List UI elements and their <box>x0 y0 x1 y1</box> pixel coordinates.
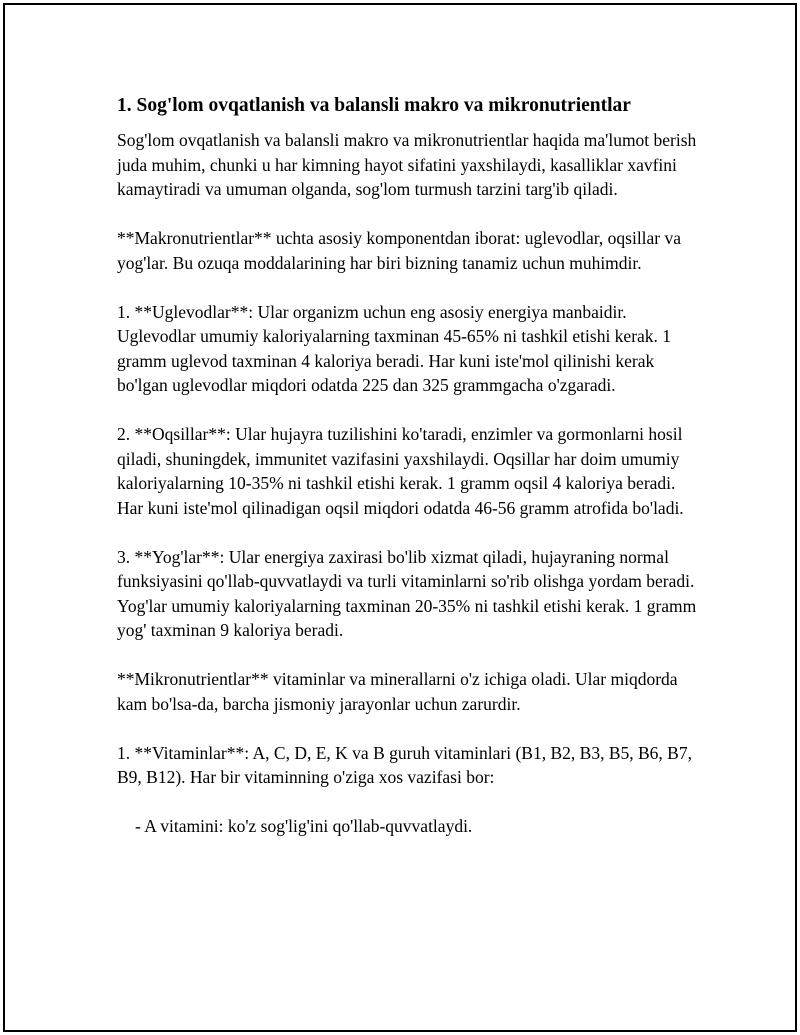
vitamin-a-list-item: - A vitamini: ko'z sog'lig'ini qo'llab-quvvatlaydi. <box>135 816 473 836</box>
fats-paragraph: 3. **Yog'lar**: Ular energiya zaxirasi bo'lib xizmat qiladi, hujayraning normal funksiyasini qo'llab-quvvatlaydi va turli vitaminlarni so'rib olishga yordam beradi. Yog'lar umumiy kaloriyalarning taxminan 20-35% ni tashkil etishi kerak. 1 gramm yog' taxminan 9 kaloriya beradi. <box>117 546 697 640</box>
document-body <box>117 94 697 863</box>
document-title: 1. Sog'lom ovqatlanish va balansli makro va mikronutrientlar <box>117 95 631 116</box>
proteins-paragraph: 2. **Oqsillar**: Ular hujayra tuzilishini ko'taradi, enzimler va gormonlarni hosil qiladi, shuningdek, immunitet vazifasini yaxshilaydi. Oqsillar har doim umumiy kaloriyalarning 10-35% ni tashkil etishi kerak. 1 gramm oqsil 4 kaloriya beradi. Har kuni iste'mol qilinadigan oqsil miqdori odatda 46-56 gramm atrofida bo'ladi. <box>117 424 684 518</box>
intro-paragraph: Sog'lom ovqatlanish va balansli makro va mikronutrientlar haqida ma'lumot berish juda muhim, chunki u har kimning hayot sifatini yaxshilaydi, kasalliklar xavfini kamaytiradi va umuman olganda, sog'lom turmush tarzini targ'ib qiladi. <box>117 130 697 199</box>
carbohydrates-paragraph: 1. **Uglevodlar**: Ular organizm uchun eng asosiy energiya manbaidir. Uglevodlar umumiy kaloriyalarning taxminan 45-65% ni tashkil etishi kerak. 1 gramm uglevod taxminan 4 kaloriya beradi. Har kuni iste'mol qilinishi kerak bo'lgan uglevodlar miqdori odatda 225 dan 325 grammgacha o'zgaradi. <box>117 301 672 395</box>
vitamins-paragraph: 1. **Vitaminlar**: A, C, D, E, K va B guruh vitaminlari (B1, B2, B3, B5, B6, B7, B9, B12). Har bir vitaminning o'ziga xos vazifasi bor: <box>117 742 692 787</box>
macronutrients-paragraph: **Makronutrientlar** uchta asosiy komponentdan iborat: uglevodlar, oqsillar va yog'lar. Bu ozuqa moddalarining har biri bizning tanamiz uchun muhimdir. <box>117 228 682 273</box>
micronutrients-paragraph: **Mikronutrientlar** vitaminlar va minerallarni o'z ichiga oladi. Ular miqdorda kam bo'lsa-da, barcha jismoniy jarayonlar uchun zarurdir. <box>117 669 678 714</box>
